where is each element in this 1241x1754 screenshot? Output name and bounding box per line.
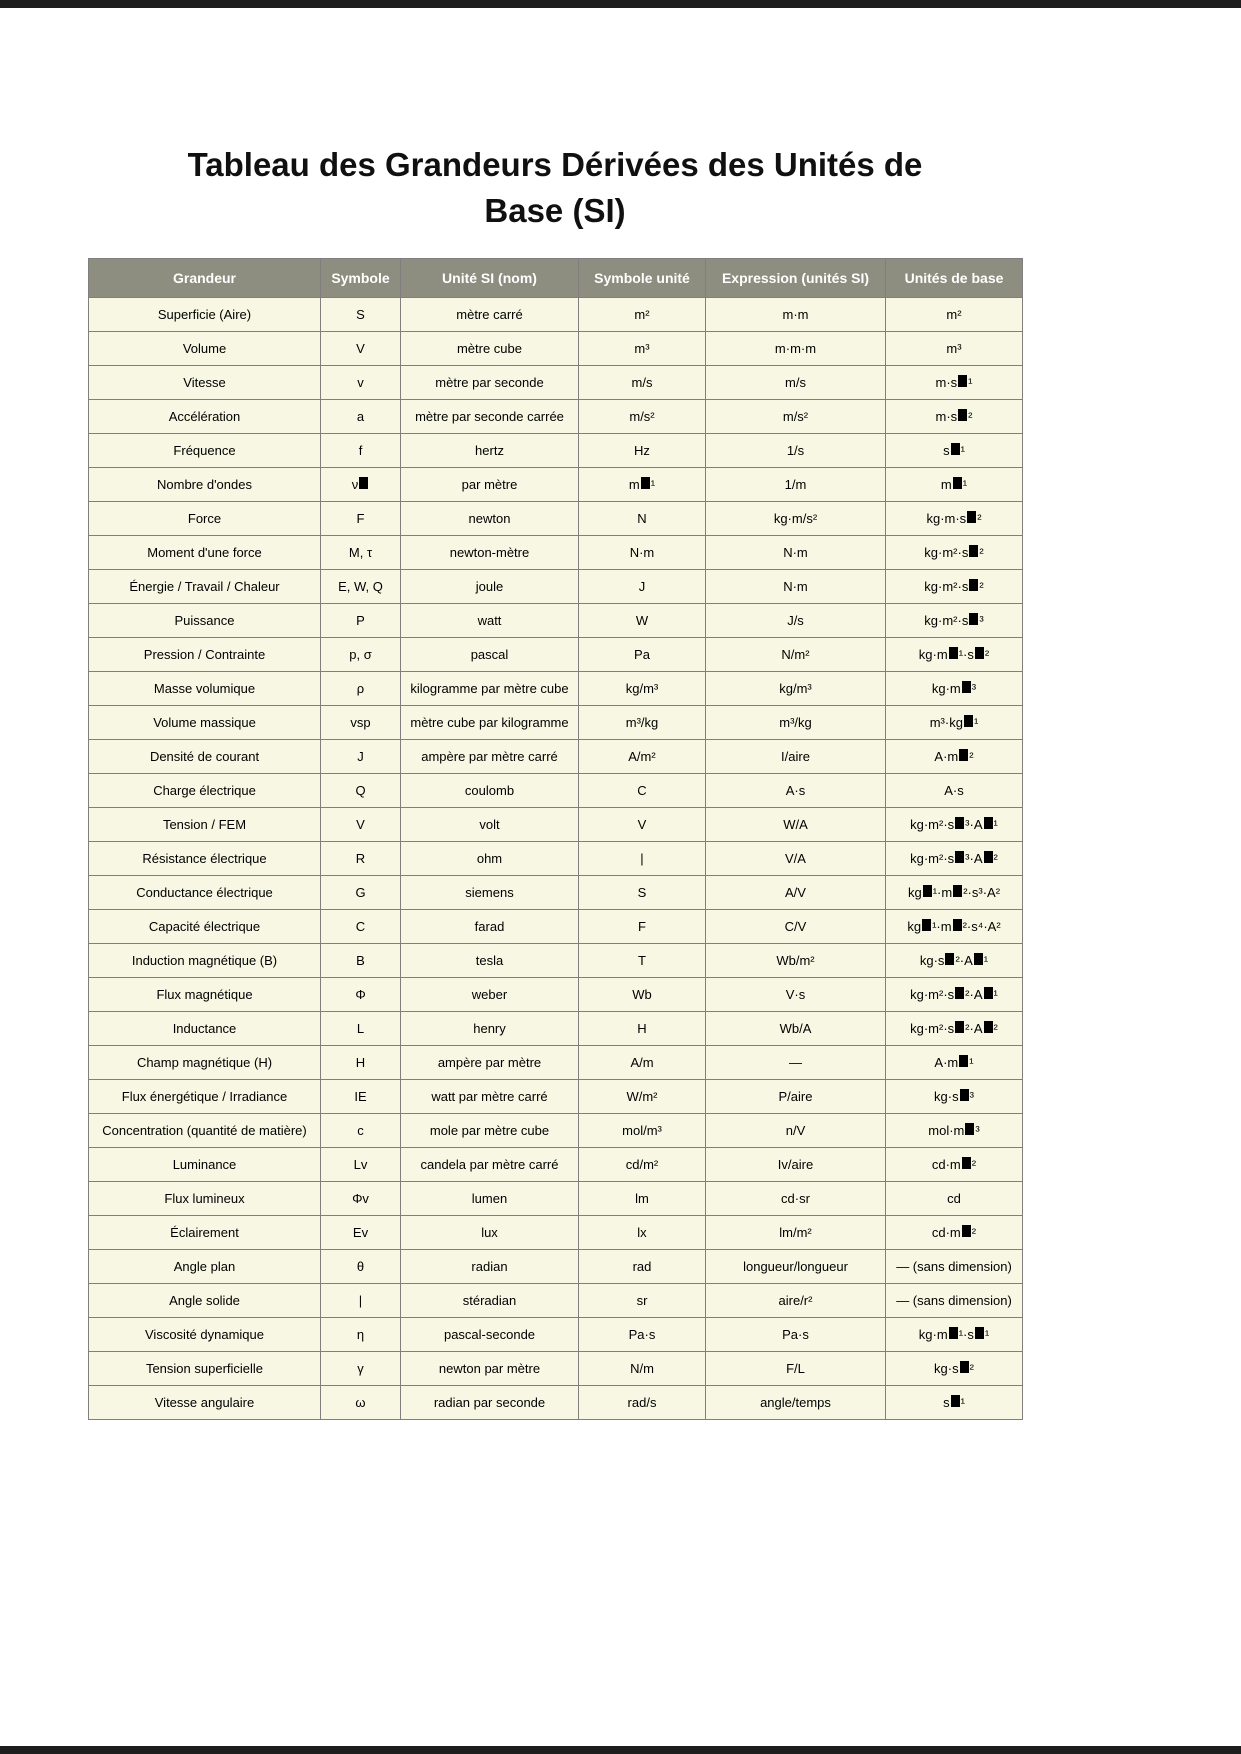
table-cell: radian par seconde [401, 1386, 579, 1420]
table-cell: Densité de courant [89, 740, 321, 774]
table-cell: lx [579, 1216, 706, 1250]
missing-glyph-box [949, 1327, 958, 1339]
table-cell: m³·kg ¹ [886, 706, 1023, 740]
table-cell: kg·m²·s ³ [886, 604, 1023, 638]
table-cell: W/m² [579, 1080, 706, 1114]
table-cell: kg·m·s ² [886, 502, 1023, 536]
table-cell: Éclairement [89, 1216, 321, 1250]
table-cell: Force [89, 502, 321, 536]
table-cell: V [321, 808, 401, 842]
table-row [89, 1080, 1023, 1114]
table-cell: par mètre [401, 468, 579, 502]
table-cell: Pa·s [579, 1318, 706, 1352]
table-cell: N·m [706, 570, 886, 604]
table-cell: kg ¹·m ²·s³·A² [886, 876, 1023, 910]
table-cell: mètre par seconde [401, 366, 579, 400]
table-cell: 1/m [706, 468, 886, 502]
table-row [89, 672, 1023, 706]
table-cell: weber [401, 978, 579, 1012]
table-cell: cd·m ² [886, 1148, 1023, 1182]
missing-glyph-box [955, 817, 964, 829]
table-cell: kilogramme par mètre cube [401, 672, 579, 706]
table-cell: Viscosité dynamique [89, 1318, 321, 1352]
table-cell: coulomb [401, 774, 579, 808]
table-cell: m³ [579, 332, 706, 366]
table-cell: Volume massique [89, 706, 321, 740]
table-cell: m³/kg [706, 706, 886, 740]
si-units-table [88, 258, 1023, 1420]
table-cell: Charge électrique [89, 774, 321, 808]
table-cell: H [579, 1012, 706, 1046]
table-cell: J [579, 570, 706, 604]
missing-glyph-box [975, 1327, 984, 1339]
table-row [89, 1386, 1023, 1420]
table-cell: | [579, 842, 706, 876]
missing-glyph-box [975, 647, 984, 659]
table-cell: F [579, 910, 706, 944]
table-row [89, 842, 1023, 876]
table-row [89, 910, 1023, 944]
table-cell: F [321, 502, 401, 536]
table-cell: joule [401, 570, 579, 604]
table-cell: m·s ¹ [886, 366, 1023, 400]
table-cell: newton [401, 502, 579, 536]
missing-glyph-box [923, 885, 932, 897]
table-cell: kg·m²·s ²·A ¹ [886, 978, 1023, 1012]
table-cell: m² [886, 298, 1023, 332]
table-cell: N·m [579, 536, 706, 570]
missing-glyph-box [984, 1021, 993, 1033]
table-cell: J/s [706, 604, 886, 638]
table-cell: kg·m²·s ² [886, 570, 1023, 604]
table-cell: angle/temps [706, 1386, 886, 1420]
table-cell: Ev [321, 1216, 401, 1250]
table-cell: m³/kg [579, 706, 706, 740]
table-cell: kg·s ³ [886, 1080, 1023, 1114]
table-cell: Angle solide [89, 1284, 321, 1318]
table-cell: p, σ [321, 638, 401, 672]
table-cell: C [579, 774, 706, 808]
table-cell: s ¹ [886, 434, 1023, 468]
table-row [89, 1148, 1023, 1182]
table-cell: m³ [886, 332, 1023, 366]
table-cell: mètre carré [401, 298, 579, 332]
table-cell: f [321, 434, 401, 468]
table-cell: Vitesse [89, 366, 321, 400]
missing-glyph-box [962, 681, 971, 693]
missing-glyph-box [953, 477, 962, 489]
missing-glyph-box [922, 919, 931, 931]
table-cell: m·m [706, 298, 886, 332]
missing-glyph-box [969, 545, 978, 557]
table-cell: ohm [401, 842, 579, 876]
table-cell: kg·m ¹·s ² [886, 638, 1023, 672]
table-cell: M, τ [321, 536, 401, 570]
table-cell: m ¹ [886, 468, 1023, 502]
table-cell: Résistance électrique [89, 842, 321, 876]
column-header: Grandeur [89, 259, 321, 298]
table-cell: kg·s ²·A ¹ [886, 944, 1023, 978]
table-cell: | [321, 1284, 401, 1318]
table-cell: Pa·s [706, 1318, 886, 1352]
table-cell: N [579, 502, 706, 536]
table-cell: m·m·m [706, 332, 886, 366]
table-cell: Angle plan [89, 1250, 321, 1284]
table-cell: V [579, 808, 706, 842]
table-cell: s ¹ [886, 1386, 1023, 1420]
table-cell: cd/m² [579, 1148, 706, 1182]
table-cell: N/m [579, 1352, 706, 1386]
table-cell: kg/m³ [706, 672, 886, 706]
table-cell: volt [401, 808, 579, 842]
table-row [89, 400, 1023, 434]
table-cell: Flux lumineux [89, 1182, 321, 1216]
table-cell: a [321, 400, 401, 434]
table-cell: mètre cube [401, 332, 579, 366]
table-cell: watt par mètre carré [401, 1080, 579, 1114]
table-cell: ampère par mètre carré [401, 740, 579, 774]
table-row [89, 638, 1023, 672]
table-cell: V·s [706, 978, 886, 1012]
table-cell: Concentration (quantité de matière) [89, 1114, 321, 1148]
missing-glyph-box [969, 613, 978, 625]
table-cell: A/m² [579, 740, 706, 774]
missing-glyph-box [959, 1055, 968, 1067]
table-cell: kg·s ² [886, 1352, 1023, 1386]
table-row [89, 740, 1023, 774]
table-cell: B [321, 944, 401, 978]
missing-glyph-box [641, 477, 650, 489]
table-cell: IE [321, 1080, 401, 1114]
missing-glyph-box [955, 851, 964, 863]
table-row [89, 332, 1023, 366]
table-cell: L [321, 1012, 401, 1046]
table-cell: J [321, 740, 401, 774]
table-cell: Q [321, 774, 401, 808]
missing-glyph-box [984, 987, 993, 999]
table-cell: lux [401, 1216, 579, 1250]
table-cell: sr [579, 1284, 706, 1318]
table-cell: mole par mètre cube [401, 1114, 579, 1148]
table-cell: cd [886, 1182, 1023, 1216]
table-cell: radian [401, 1250, 579, 1284]
table-cell: F/L [706, 1352, 886, 1386]
missing-glyph-box [955, 1021, 964, 1033]
table-cell: m·s ² [886, 400, 1023, 434]
missing-glyph-box [965, 1123, 974, 1135]
table-cell: ampère par mètre [401, 1046, 579, 1080]
table-cell: stéradian [401, 1284, 579, 1318]
table-cell: m/s² [579, 400, 706, 434]
table-cell: Conductance électrique [89, 876, 321, 910]
table-cell: — (sans dimension) [886, 1250, 1023, 1284]
table-cell: candela par mètre carré [401, 1148, 579, 1182]
table-cell: Fréquence [89, 434, 321, 468]
table-cell: lumen [401, 1182, 579, 1216]
table-cell: lm/m² [706, 1216, 886, 1250]
table-cell: cd·m ² [886, 1216, 1023, 1250]
table-cell: A·s [706, 774, 886, 808]
table-cell: W [579, 604, 706, 638]
table-cell: Moment d'une force [89, 536, 321, 570]
table-cell: A·m ¹ [886, 1046, 1023, 1080]
missing-glyph-box [969, 579, 978, 591]
table-cell: W/A [706, 808, 886, 842]
missing-glyph-box [955, 987, 964, 999]
table-cell: Champ magnétique (H) [89, 1046, 321, 1080]
table-cell: ω [321, 1386, 401, 1420]
table-cell: E, W, Q [321, 570, 401, 604]
table-cell: farad [401, 910, 579, 944]
missing-glyph-box [962, 1225, 971, 1237]
table-cell: henry [401, 1012, 579, 1046]
table-row [89, 774, 1023, 808]
table-row [89, 434, 1023, 468]
table-cell: Superficie (Aire) [89, 298, 321, 332]
table-cell: mètre cube par kilogramme [401, 706, 579, 740]
table-cell: Φv [321, 1182, 401, 1216]
table-cell: kg·m ³ [886, 672, 1023, 706]
table-cell: I/aire [706, 740, 886, 774]
table-cell: n/V [706, 1114, 886, 1148]
table-cell: hertz [401, 434, 579, 468]
table-cell: Φ [321, 978, 401, 1012]
column-header: Symbole [321, 259, 401, 298]
table-cell: Pression / Contrainte [89, 638, 321, 672]
table-cell: ν [321, 468, 401, 502]
table-row [89, 876, 1023, 910]
table-row [89, 1284, 1023, 1318]
table-cell: G [321, 876, 401, 910]
table-cell: kg·m/s² [706, 502, 886, 536]
table-cell: kg·m²·s ²·A ² [886, 1012, 1023, 1046]
table-row [89, 366, 1023, 400]
table-cell: kg·m²·s ³·A ² [886, 842, 1023, 876]
table-cell: Accélération [89, 400, 321, 434]
table-cell: Wb [579, 978, 706, 1012]
table-row [89, 1250, 1023, 1284]
table-row [89, 604, 1023, 638]
table-row [89, 1046, 1023, 1080]
missing-glyph-box [984, 817, 993, 829]
table-cell: watt [401, 604, 579, 638]
table-cell: Masse volumique [89, 672, 321, 706]
table-cell: Wb/A [706, 1012, 886, 1046]
missing-glyph-box [949, 647, 958, 659]
table-cell: m² [579, 298, 706, 332]
table-cell: mol/m³ [579, 1114, 706, 1148]
table-cell: T [579, 944, 706, 978]
table-cell: rad/s [579, 1386, 706, 1420]
table-cell: Volume [89, 332, 321, 366]
table-cell: m/s [579, 366, 706, 400]
table-cell: A·s [886, 774, 1023, 808]
table-cell: Induction magnétique (B) [89, 944, 321, 978]
table-body [89, 298, 1023, 1420]
table-row [89, 1352, 1023, 1386]
table-header-row [89, 259, 1023, 298]
table-cell: pascal [401, 638, 579, 672]
table-row [89, 1216, 1023, 1250]
table-cell: longueur/longueur [706, 1250, 886, 1284]
table-cell: Nombre d'ondes [89, 468, 321, 502]
page-top-edge [0, 0, 1241, 8]
table-cell: m/s² [706, 400, 886, 434]
table-cell: Énergie / Travail / Chaleur [89, 570, 321, 604]
table-cell: kg ¹·m ²·s⁴·A² [886, 910, 1023, 944]
table-cell: kg·m²·s ² [886, 536, 1023, 570]
table-cell: Vitesse angulaire [89, 1386, 321, 1420]
table-cell: A/V [706, 876, 886, 910]
table-cell: S [321, 298, 401, 332]
table-cell: mol·m ³ [886, 1114, 1023, 1148]
table-cell: θ [321, 1250, 401, 1284]
table-cell: Puissance [89, 604, 321, 638]
table-cell: A·m ² [886, 740, 1023, 774]
table-cell: V/A [706, 842, 886, 876]
missing-glyph-box [958, 409, 967, 421]
page-title: Tableau des Grandeurs Dérivées des Unités de Base (SI) [187, 146, 923, 229]
table-cell: H [321, 1046, 401, 1080]
table-cell: Tension superficielle [89, 1352, 321, 1386]
table-cell: kg·m²·s ³·A ¹ [886, 808, 1023, 842]
table-cell: P/aire [706, 1080, 886, 1114]
missing-glyph-box [951, 443, 960, 455]
missing-glyph-box [958, 375, 967, 387]
table-cell: tesla [401, 944, 579, 978]
table-cell: siemens [401, 876, 579, 910]
table-cell: N·m [706, 536, 886, 570]
table-cell: pascal-seconde [401, 1318, 579, 1352]
table-row [89, 808, 1023, 842]
page-bottom-edge [0, 1746, 1241, 1754]
table-row [89, 706, 1023, 740]
table-cell: 1/s [706, 434, 886, 468]
table-cell: ρ [321, 672, 401, 706]
table-cell: c [321, 1114, 401, 1148]
table-cell: — (sans dimension) [886, 1284, 1023, 1318]
table-row [89, 298, 1023, 332]
missing-glyph-box [964, 715, 973, 727]
table-cell: kg/m³ [579, 672, 706, 706]
table-cell: Wb/m² [706, 944, 886, 978]
missing-glyph-box [945, 953, 954, 965]
table-cell: Hz [579, 434, 706, 468]
table-cell: Iv/aire [706, 1148, 886, 1182]
table-cell: C [321, 910, 401, 944]
table-row [89, 468, 1023, 502]
table-cell: newton-mètre [401, 536, 579, 570]
table-cell: N/m² [706, 638, 886, 672]
column-header: Unités de base [886, 259, 1023, 298]
table-cell: Tension / FEM [89, 808, 321, 842]
table-cell: V [321, 332, 401, 366]
missing-glyph-box [974, 953, 983, 965]
table-cell: v [321, 366, 401, 400]
table-cell: A/m [579, 1046, 706, 1080]
missing-glyph-box [960, 1089, 969, 1101]
table-cell: P [321, 604, 401, 638]
column-header: Expression (unités SI) [706, 259, 886, 298]
table-cell: Luminance [89, 1148, 321, 1182]
table-row [89, 502, 1023, 536]
table-row [89, 1012, 1023, 1046]
table-row [89, 978, 1023, 1012]
missing-glyph-box [951, 1395, 960, 1407]
table-cell: S [579, 876, 706, 910]
table-cell: cd·sr [706, 1182, 886, 1216]
missing-glyph-box [967, 511, 976, 523]
table-cell: kg·m ¹·s ¹ [886, 1318, 1023, 1352]
table-row [89, 570, 1023, 604]
table-cell: C/V [706, 910, 886, 944]
missing-glyph-box [953, 919, 962, 931]
missing-glyph-box [359, 477, 368, 489]
missing-glyph-box [960, 1361, 969, 1373]
table-cell: lm [579, 1182, 706, 1216]
missing-glyph-box [953, 885, 962, 897]
table-cell: Flux magnétique [89, 978, 321, 1012]
table-cell: m ¹ [579, 468, 706, 502]
table-cell: rad [579, 1250, 706, 1284]
table-cell: γ [321, 1352, 401, 1386]
table-row [89, 1114, 1023, 1148]
table-cell: R [321, 842, 401, 876]
table-cell: vsp [321, 706, 401, 740]
table-cell: Flux énergétique / Irradiance [89, 1080, 321, 1114]
table-cell: — [706, 1046, 886, 1080]
table-cell: m/s [706, 366, 886, 400]
table-cell: Capacité électrique [89, 910, 321, 944]
table-cell: Lv [321, 1148, 401, 1182]
table-cell: η [321, 1318, 401, 1352]
table-row [89, 944, 1023, 978]
table-cell: aire/r² [706, 1284, 886, 1318]
column-header: Unité SI (nom) [401, 259, 579, 298]
table-row [89, 1182, 1023, 1216]
table-cell: mètre par seconde carrée [401, 400, 579, 434]
missing-glyph-box [959, 749, 968, 761]
missing-glyph-box [984, 851, 993, 863]
column-header: Symbole unité [579, 259, 706, 298]
table-cell: newton par mètre [401, 1352, 579, 1386]
table-cell: Pa [579, 638, 706, 672]
table-row [89, 1318, 1023, 1352]
missing-glyph-box [962, 1157, 971, 1169]
table-cell: Inductance [89, 1012, 321, 1046]
table-row [89, 536, 1023, 570]
